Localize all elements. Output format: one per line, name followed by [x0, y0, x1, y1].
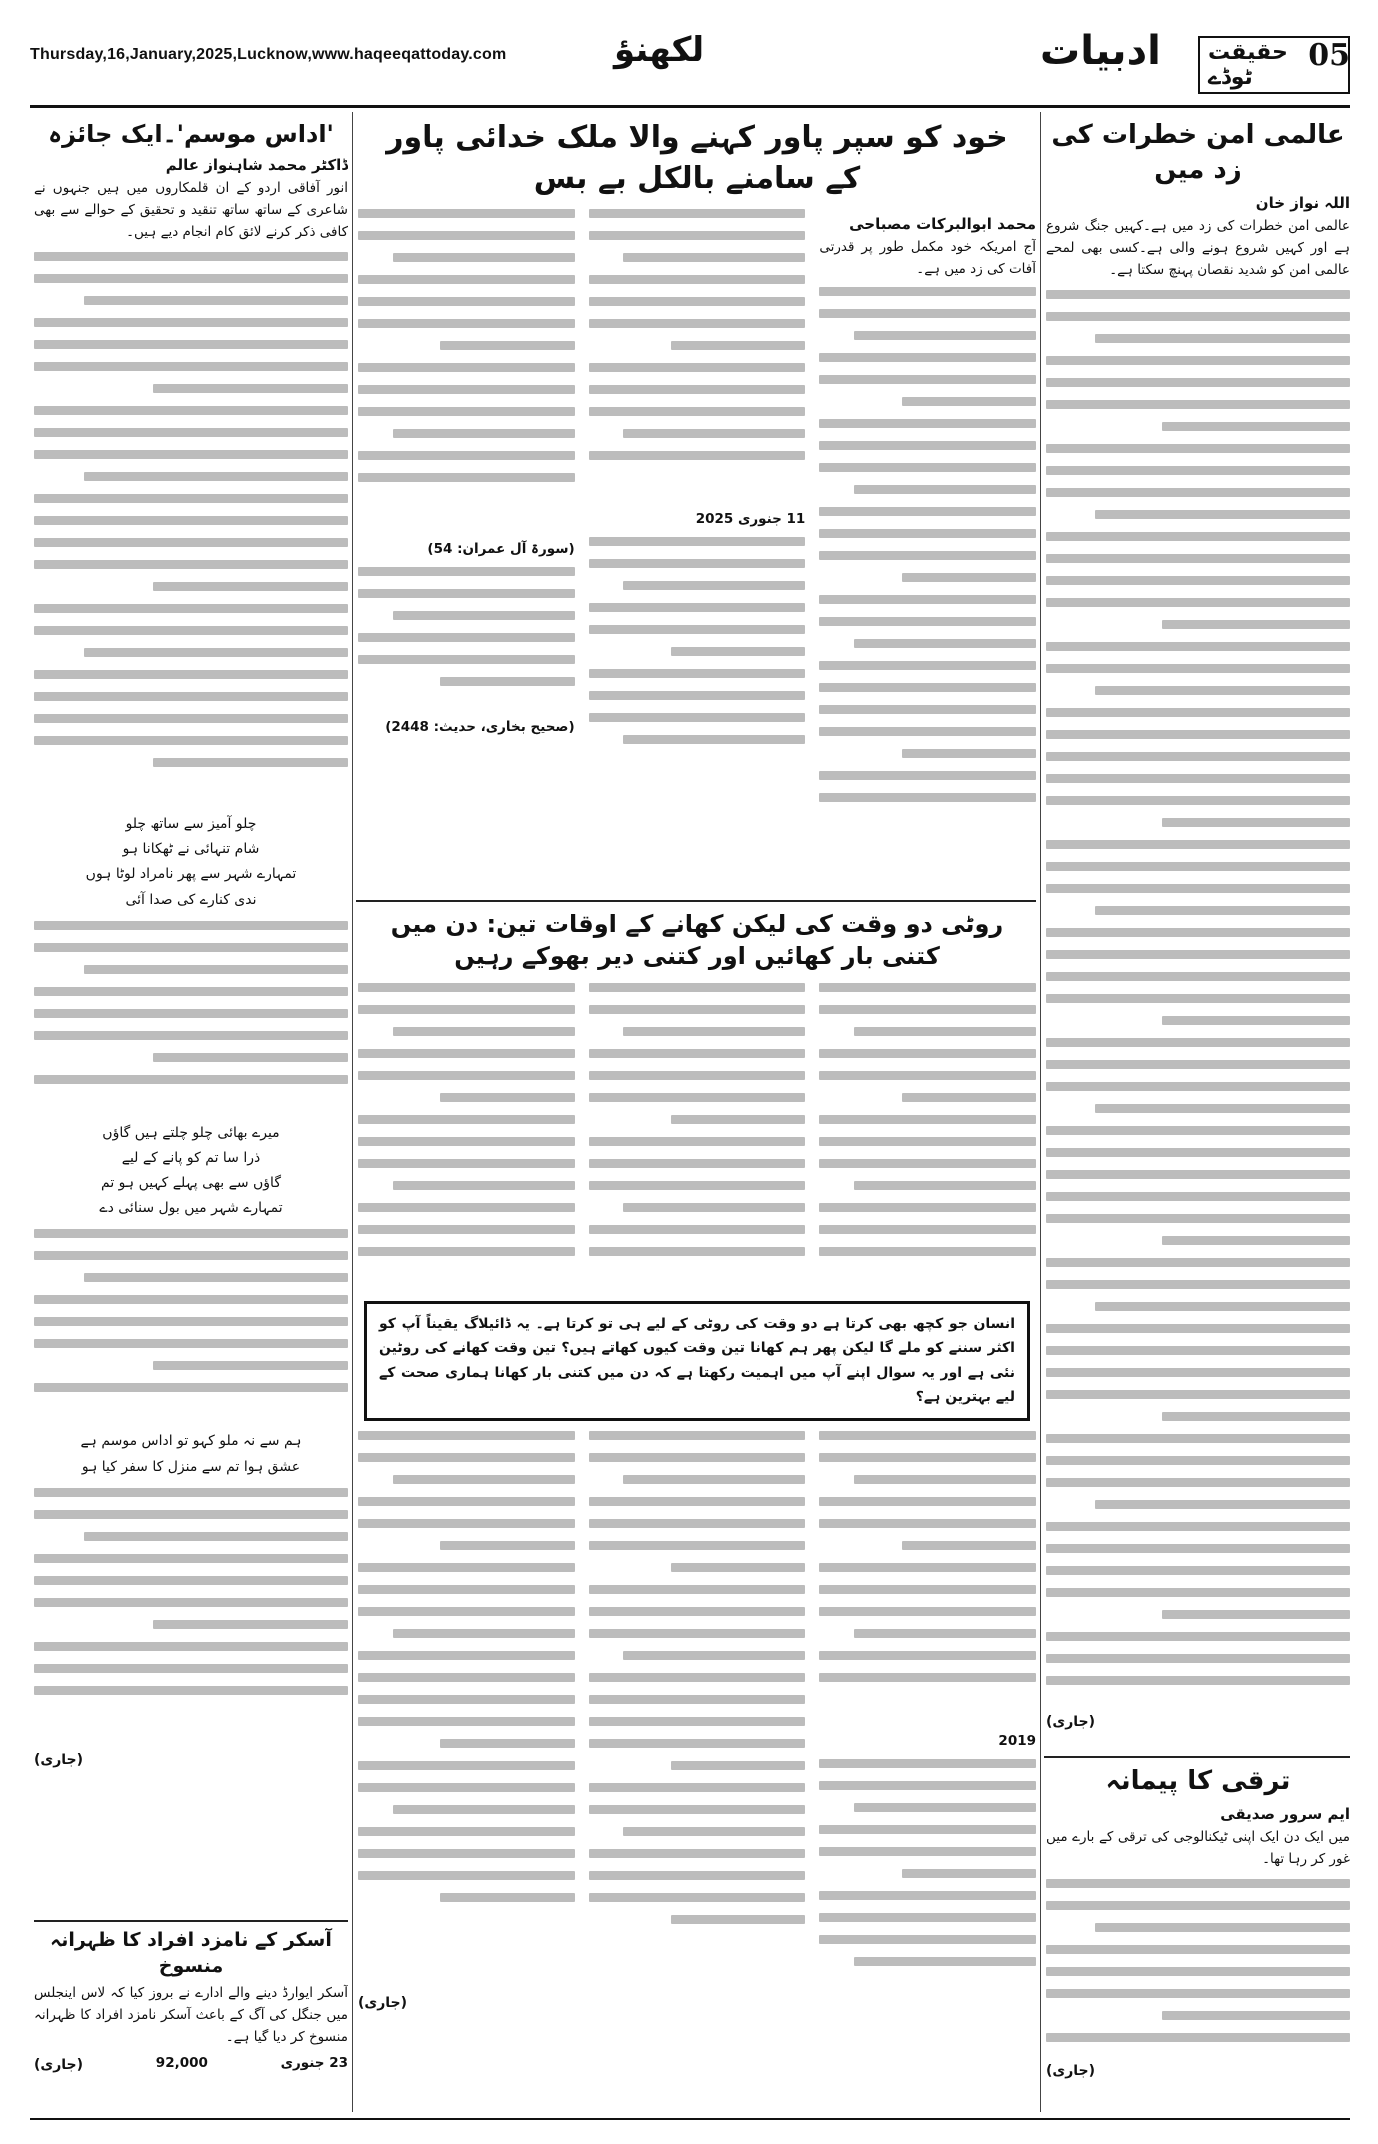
- article-progress: [1046, 1764, 1350, 2114]
- article-body-text: [819, 287, 1036, 847]
- article-body-text: [34, 1488, 348, 1748]
- verse-line: گاؤں سے بھی پہلے کہیں ہو تم: [101, 1175, 281, 1192]
- article-author: اللہ نواز خان: [1255, 194, 1350, 213]
- article-body-text: [358, 1431, 575, 1991]
- article-author: ایم سرور صدیقی: [1220, 1805, 1350, 1824]
- column-divider: [352, 112, 353, 2112]
- verse-line: ندی کنارے کی صدا آئی: [125, 891, 257, 908]
- article-headline: عالمی امن خطرات کی زد میں: [1051, 120, 1345, 186]
- article-body-text: [589, 537, 806, 777]
- date-reference: 11 جنوری 2025: [695, 511, 806, 527]
- continued-label: (جاری): [34, 2056, 84, 2073]
- article-body-text: [819, 1759, 1036, 2009]
- pull-quote-box: انسان جو کچھ بھی کرتا ہے دو وقت کی روٹی کے لیے ہی تو کرتا ہے۔ یہ ڈائیلاگ یقیناً آپ کو اکثر سننے کو ملے گا لیکن پھر ہم کھانا تین وقت کیوں کھاتے ہیں؟ تین وقت کھانے کی روٹین نئی ہے اور یہ سوال اپنے آپ میں اہمیت رکھتا ہے کہ دن میں کتنی بار کھانا ہماری صحت کے لیے بہترین ہے؟: [364, 1301, 1030, 1421]
- continued-label: (جاری): [34, 1751, 84, 1768]
- article-oscar: [34, 1928, 348, 2114]
- article-headline: خود کو سپر پاور کہنے والا ملک خدائی پاور کے سامنے بالکل بے بس: [386, 120, 1008, 196]
- article-body-text: [589, 1431, 806, 2011]
- date-reference: 23 جنوری: [280, 2054, 348, 2071]
- year-reference: 2019: [998, 1732, 1036, 1749]
- verse-line: شام تنہائی نے ٹھکانا ہو: [122, 841, 260, 858]
- article-superpower: [358, 118, 1036, 896]
- article-author: ڈاکٹر محمد شاہنواز عالم: [165, 156, 348, 175]
- article-body-text: [819, 983, 1036, 1293]
- article-body-text: [1046, 290, 1350, 1710]
- article-intro: عالمی امن خطرات کی زد میں ہے۔کہیں جنگ شروع ہے اور کہیں شروع ہونے والی ہے۔کسی بھی لمحے عالمی امن کو شدید نقصان پہنچ سکتا ہے۔: [1046, 218, 1350, 278]
- article-body-text: [34, 252, 348, 812]
- article-body-text: [34, 1229, 348, 1429]
- verse-line: تمہارے شہر سے پھر نامراد لوٹا ہوں: [85, 866, 297, 883]
- article-body-text: [1046, 1879, 1350, 2059]
- article-intro: آسکر ایوارڈ دینے والے ادارے نے بروز کیا کہ لاس اینجلس میں جنگل کی آگ کے باعث آسکر نامزد افراد کا ظہرانہ منسوخ کر دیا گیا ہے۔: [34, 1985, 348, 2045]
- article-udaas-mausam: [34, 118, 348, 1914]
- article-roti: [358, 908, 1036, 2114]
- article-author: محمد ابوالبرکات مصباحی: [849, 215, 1036, 233]
- article-headline: ترقی کا پیمانہ: [1105, 1766, 1291, 1796]
- article-body-text: [589, 983, 806, 1293]
- article-body-text: [358, 567, 575, 717]
- city-name: لکھنؤ: [614, 30, 705, 70]
- article-body-text: [358, 209, 575, 539]
- verse-line: ہم سے نہ ملو کہو تو اداس موسم ہے: [80, 1433, 302, 1450]
- continued-label: (جاری): [1046, 1713, 1096, 1730]
- article-headline: روٹی دو وقت کی لیکن کھانے کے اوقات تین: دن میں کتنی بار کھائیں اور کتنی دیر بھوکے رہیں: [390, 910, 1004, 971]
- count-reference: 92,000: [155, 2054, 208, 2071]
- section-divider: [1044, 1756, 1350, 1758]
- article-body-text: [34, 921, 348, 1121]
- page-number: 05: [1308, 38, 1350, 73]
- verse-line: چلو آمیز سے ساتھ چلو: [125, 815, 257, 832]
- hadith-reference: (صحیح بخاری، حدیث: 2448): [385, 718, 575, 735]
- section-divider: [34, 1920, 348, 1922]
- date-line: Thursday,16,January,2025,Lucknow,www.haqeeqattoday.com: [30, 46, 507, 63]
- verse-line: تمہارے شہر میں بول سنائی دے: [99, 1200, 283, 1217]
- continued-label: (جاری): [358, 1994, 408, 2011]
- section-title: ادبیات: [1040, 28, 1161, 74]
- brand-logo: حقیقت ٹوڈے: [1198, 36, 1350, 94]
- verse-line: میرے بھائی چلو چلتے ہیں گاؤں: [102, 1124, 280, 1141]
- column-divider: [1040, 112, 1041, 2112]
- article-intro: انور آفاقی اردو کے ان قلمکاروں میں ہیں جنہوں نے شاعری کے ساتھ ساتھ تنقید و تحقیق کے حوالے سے بھی کافی ذکر کرنے لائق کام انجام دیے ہیں۔: [34, 180, 348, 241]
- article-world-peace: [1046, 118, 1350, 1752]
- article-body-text: [358, 983, 575, 1293]
- article-headline: آسکر کے نامزد افراد کا ظہرانہ منسوخ: [50, 1929, 332, 1977]
- section-divider: [356, 900, 1036, 902]
- page-bottom-rule: [30, 2118, 1350, 2120]
- article-intro: آج امریکہ خود مکمل طور پر قدرتی آفات کی زد میں ہے۔: [819, 239, 1036, 277]
- article-body-text: [819, 1431, 1036, 1731]
- article-intro: میں ایک دن ایک اپنی ٹیکنالوجی کی ترقی کے بارے میں غور کر رہا تھا۔: [1046, 1829, 1350, 1867]
- quran-reference: (سورۃ آل عمران: 54): [427, 541, 575, 557]
- article-body-text: [589, 209, 806, 509]
- masthead: [30, 28, 1350, 108]
- verse-line: ذرا سا تم کو پانے کے لیے: [121, 1149, 261, 1166]
- continued-label: (جاری): [1046, 2062, 1096, 2079]
- verse-line: عشق ہوا تم سے منزل کا سفر کیا ہو: [81, 1458, 301, 1475]
- article-headline: 'اداس موسم'۔ایک جائزہ: [48, 120, 334, 148]
